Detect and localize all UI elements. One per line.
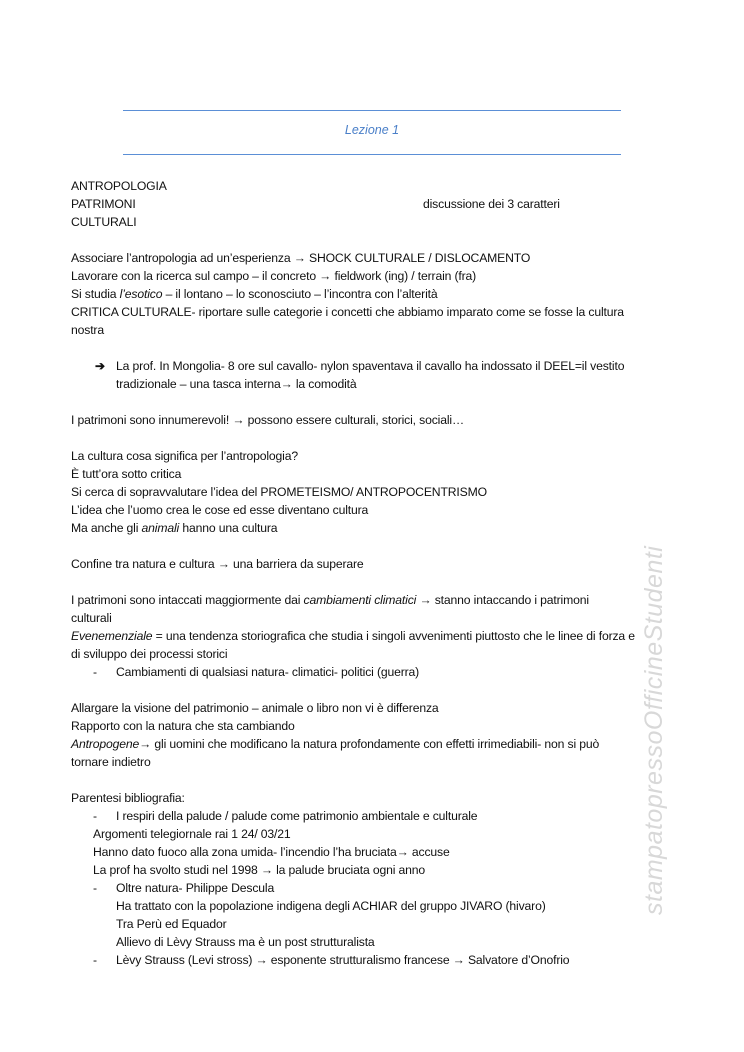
text-segment: La prof. In Mongolia- 8 ore sul cavallo- nylon spaventava il cavallo ha indossato il DEEL=il vestito <box>116 359 625 373</box>
text-segment: L’idea che l’uomo crea le cose ed esse diventano cultura <box>71 503 369 517</box>
text-segment: di sviluppo dei processi storici <box>71 647 228 661</box>
header-rule-bottom <box>123 154 621 155</box>
indented-line <box>71 843 681 861</box>
text-line <box>71 303 681 321</box>
text-segment: ANTROPOLOGIA <box>71 179 167 193</box>
text-segment: Parentesi bibliografia: <box>71 791 185 805</box>
bullet-item <box>71 663 681 681</box>
indented-line <box>71 933 681 951</box>
italic-text: Evenemenziale <box>71 629 153 643</box>
text-segment: I patrimoni sono innumerevoli! → possono essere culturali, storici, sociali… <box>71 413 464 427</box>
text-segment: Cambiamenti di qualsiasi natura- climatici- politici (guerra) <box>116 665 420 679</box>
blank-line <box>71 339 681 357</box>
text-line <box>71 555 681 573</box>
text-segment: Lèvy Strauss (Levi stross) → esponente strutturalismo francese → Salvatore d’Onofrio <box>116 953 570 967</box>
text-line <box>71 645 681 663</box>
dash-bullet: - <box>93 953 97 967</box>
dash-bullet: - <box>93 665 97 679</box>
text-segment: I respiri della palude / palude come patrimonio ambientale e culturale <box>116 809 478 823</box>
italic-text: Antropogene <box>71 737 140 751</box>
bullet-item <box>71 807 681 825</box>
text-line <box>71 465 681 483</box>
side-note: discussione dei 3 caratteri <box>423 197 560 211</box>
text-line <box>71 789 681 807</box>
blank-line <box>71 429 681 447</box>
text-segment: – il lontano – lo sconosciuto – l’incontra con l’alterità <box>162 287 438 301</box>
blank-line <box>71 573 681 591</box>
text-segment: Argomenti telegiornale rai 1 24/ 03/21 <box>93 827 291 841</box>
text-line <box>71 177 681 195</box>
text-line <box>71 609 681 627</box>
text-line <box>71 699 681 717</box>
text-line <box>71 249 681 267</box>
text-segment: Si studia <box>71 287 120 301</box>
text-segment: → gli uomini che modificano la natura profondamente con effetti irrimediabili- non si può <box>139 737 600 751</box>
text-line <box>71 591 681 609</box>
text-segment: CULTURALI <box>71 215 137 229</box>
text-line <box>71 483 681 501</box>
text-segment: Ma anche gli <box>71 521 142 535</box>
text-segment: Allargare la visione del patrimonio – animale o libro non vi è differenza <box>71 701 439 715</box>
text-line <box>71 627 681 645</box>
text-segment: CRITICA CULTURALE- riportare sulle categorie i concetti che abbiamo imparato come se fosse la cultura <box>71 305 624 319</box>
document-body <box>71 177 681 969</box>
bullet-item <box>71 951 681 969</box>
text-segment: Lavorare con la ricerca sul campo – il concreto → fieldwork (ing) / terrain (fra) <box>71 269 477 283</box>
text-segment: Allievo di Lèvy Strauss ma è un post strutturalista <box>116 935 375 949</box>
text-segment: Rapporto con la natura che sta cambiando <box>71 719 295 733</box>
italic-text: animali <box>141 521 180 535</box>
bullet-item <box>71 357 681 375</box>
text-segment: Tra Perù ed Equador <box>116 917 227 931</box>
indented-line <box>71 861 681 879</box>
text-segment: tradizionale – una tasca interna→ la comodità <box>116 377 357 391</box>
text-line <box>71 267 681 285</box>
text-line <box>71 519 681 537</box>
arrow-bullet-icon: ➔ <box>95 359 106 373</box>
text-segment: Ha trattato con la popolazione indigena degli ACHIAR del gruppo JIVARO (hivaro) <box>116 899 546 913</box>
italic-text: cambiamenti climatici <box>303 593 417 607</box>
bullet-item <box>71 879 681 897</box>
indented-line <box>71 375 681 393</box>
dash-bullet: - <box>93 809 97 823</box>
text-segment: Associare l’antropologia ad un’esperienza → SHOCK CULTURALE / DISLOCAMENTO <box>71 251 531 265</box>
text-line <box>71 735 681 753</box>
header-rule-top <box>123 110 621 111</box>
text-line <box>71 447 681 465</box>
text-segment: Oltre natura- Philippe Descula <box>116 881 275 895</box>
text-line <box>71 321 681 339</box>
text-segment: È tutt’ora sotto critica <box>71 467 182 481</box>
text-segment: = una tendenza storiografica che studia i singoli avvenimenti piuttosto che le linee di forza e <box>152 629 635 643</box>
text-line <box>71 717 681 735</box>
text-line <box>71 411 681 429</box>
text-line <box>71 501 681 519</box>
text-line <box>71 195 681 213</box>
dash-bullet: - <box>93 881 97 895</box>
blank-line <box>71 537 681 555</box>
blank-line <box>71 393 681 411</box>
lesson-title: Lezione 1 <box>344 123 400 137</box>
text-segment: La cultura cosa significa per l’antropologia? <box>71 449 298 463</box>
indented-line <box>71 825 681 843</box>
text-line <box>71 285 681 303</box>
blank-line <box>71 681 681 699</box>
text-segment: Hanno dato fuoco alla zona umida- l’incendio l’ha bruciata→ accuse <box>93 845 450 859</box>
text-segment: Si cerca di sopravvalutare l’idea del PROMETEISMO/ ANTROPOCENTRISMO <box>71 485 487 499</box>
text-segment: nostra <box>71 323 104 337</box>
text-segment: culturali <box>71 611 112 625</box>
text-segment: La prof ha svolto studi nel 1998 → la palude bruciata ogni anno <box>93 863 426 877</box>
watermark: stampatopressoOfficineStudenti <box>640 545 668 915</box>
text-segment: I patrimoni sono intaccati maggiormente dai <box>71 593 304 607</box>
text-segment: Confine tra natura e cultura → una barriera da superare <box>71 557 364 571</box>
text-line <box>71 213 681 231</box>
italic-text: l’esotico <box>119 287 163 301</box>
text-segment: → stanno intaccando i patrimoni <box>416 593 589 607</box>
text-segment: hanno una cultura <box>179 521 278 535</box>
blank-line <box>71 771 681 789</box>
text-segment: PATRIMONI <box>71 197 136 211</box>
indented-line <box>71 897 681 915</box>
blank-line <box>71 231 681 249</box>
indented-line <box>71 915 681 933</box>
text-line <box>71 753 681 771</box>
text-segment: tornare indietro <box>71 755 151 769</box>
